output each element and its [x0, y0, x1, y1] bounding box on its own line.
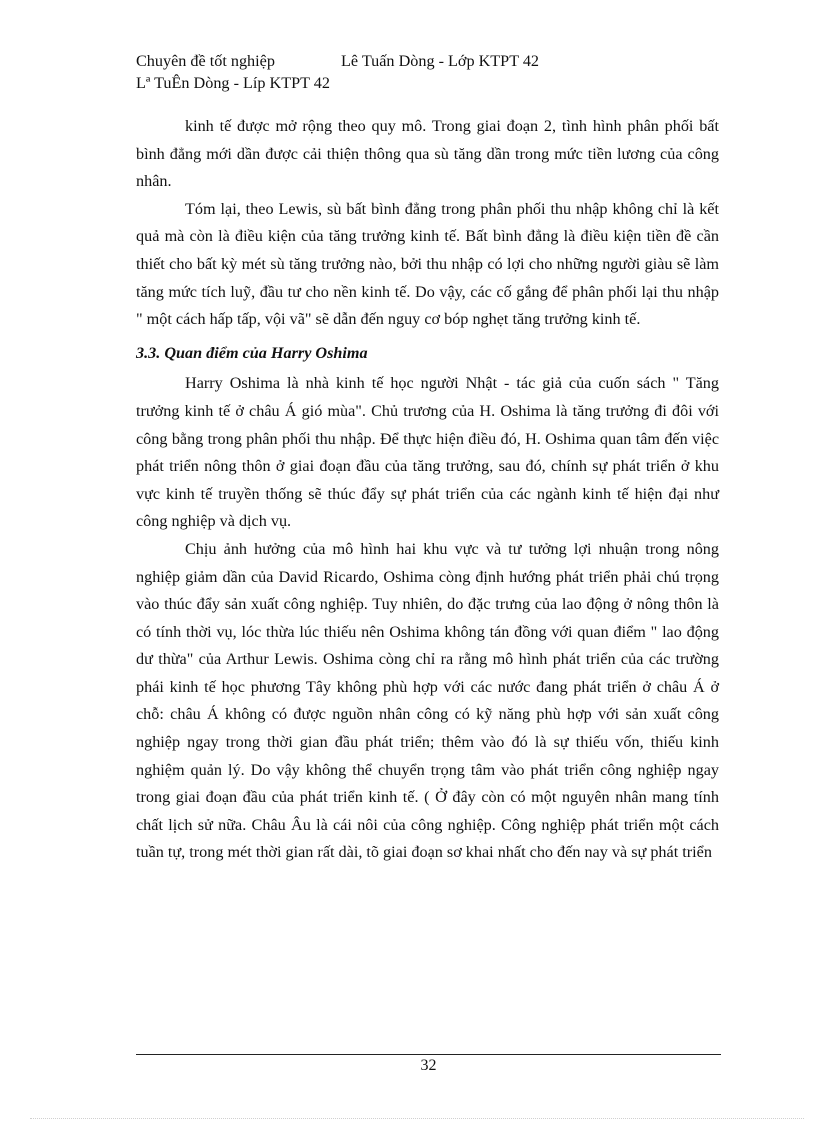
paragraph-4: Chịu ảnh hưởng của mô hình hai khu vực và tư tưởng lợi nhuận trong nông nghiệp giảm dần của David Ricardo, Oshima còng định hướng phát triển phải chú trọng vào thúc đẩy sản xuất công nghiệp. Tuy nhiên, do đặc trưng của lao động ở nông thôn là có tính thời vụ, lóc thừa lúc thiếu nên Oshima không tán đồng với quan điểm " lao động dư thừa" của Arthur Lewis. Oshima còng chỉ ra rằng mô hình phát triển của các trường phái kinh tế học phương Tây không phù hợp với các nước đang phát triển ở châu Á ở chỗ: châu Á không có được nguồn nhân công có kỹ năng phù hợp với sản xuất công nghiệp ngay trong thời gian đầu phát triển; thêm vào đó là sự thiếu vốn, thiếu kinh nghiệm quản lý. Do vậy không thể chuyển trọng tâm vào phát triển công nghiệp ngay trong giai đoạn đầu của phát triển kinh tế. ( Ở đây còn có một nguyên nhân mang tính chất lịch sử nữa. Châu Âu là cái nôi của công nghiệp. Công nghiệp phát triển một cách tuần tự, trong mét thời gian rất dài, tõ giai đoạn sơ khai nhất cho đến nay và sự phát triển [136, 539, 719, 862]
footer-divider [136, 1054, 721, 1055]
paragraph-2: Tóm lại, theo Lewis, sù bất bình đẳng trong phân phối thu nhập không chỉ là kết quả mà còn là điều kiện của tăng trưởng kinh tế. Bất bình đẳng là điều kiện tiền đề cần thiết cho bất kỳ mét sù tăng trưởng nào, bởi thu nhập có lợi cho những người giàu sẽ làm tăng mức tích luỹ, đầu tư cho nền kinh tế. Do vậy, các cố gắng để phân phối lại thu nhập " một cách hấp tấp, vội vã" sẽ dẫn đến nguy cơ bóp nghẹt tăng trưởng kinh tế. [136, 199, 719, 329]
header-author-class: Lê Tuấn Dòng - Lớp KTPT 42 [341, 52, 540, 70]
paragraph-3: Harry Oshima là nhà kinh tế học người Nhật - tác giả của cuốn sách " Tăng trưởng kinh tế ở châu Á gió mùa". Chủ trương của H. Oshima là tăng trưởng đi đôi với công bằng trong phân phối thu nhập. Để thực hiện điều đó, H. Oshima quan tâm đến việc phát triển nông thôn ở giai đoạn đầu của tăng trưởng, sau đó, chính sự phát triển ở khu vực kinh tế truyền thống sẽ thúc đẩy sự phát triển của các ngành kinh tế hiện đại như công nghiệp và dịch vụ. [136, 374, 719, 531]
header-line-1 [136, 50, 539, 72]
section-heading: 3.3. Quan điểm của Harry Oshima [136, 343, 368, 362]
page-bottom-dotted-edge [30, 1118, 804, 1119]
header-topic: Chuyên đề tốt nghiệp [136, 52, 275, 70]
page-number: 32 [420, 1057, 437, 1074]
header-line-2: Lª TuÊn Dòng - Líp KTPT 42 [136, 74, 330, 92]
paragraph-1: kinh tế được mở rộng theo quy mô. Trong giai đoạn 2, tình hình phân phối bất bình đẳng mới dần được cải thiện thông qua sù tăng dần trong mức tiền lương của công nhân. [136, 117, 719, 191]
body-text [136, 113, 719, 867]
running-header [136, 50, 539, 94]
